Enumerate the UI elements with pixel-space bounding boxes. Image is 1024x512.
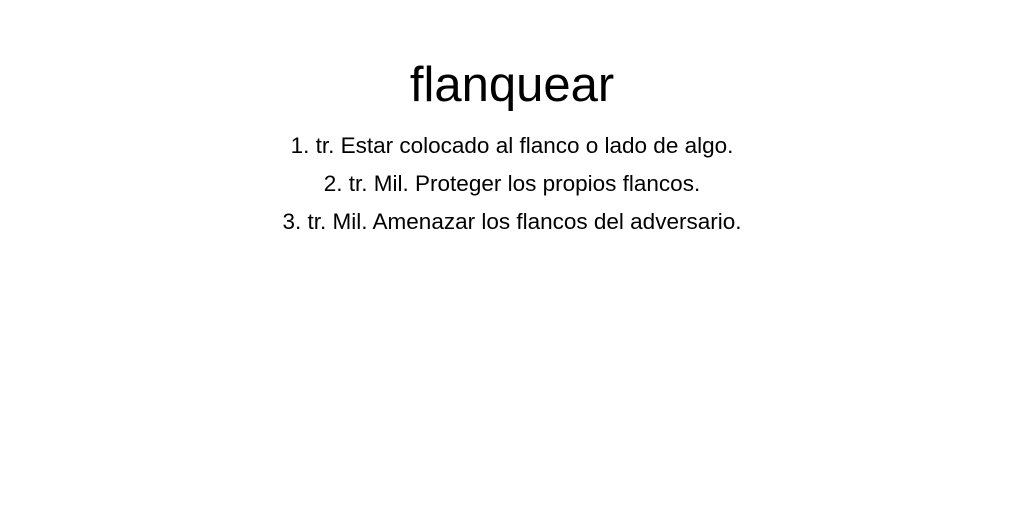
definition-item-3: 3. tr. Mil. Amenazar los flancos del adversario.	[282, 209, 742, 234]
definition-item-1: 1. tr. Estar colocado al flanco o lado de algo.	[290, 133, 734, 158]
entry-headword: flanquear	[409, 58, 615, 112]
definition-item-2: 2. tr. Mil. Proteger los propios flancos.	[323, 171, 701, 196]
definition-list	[0, 127, 1024, 241]
